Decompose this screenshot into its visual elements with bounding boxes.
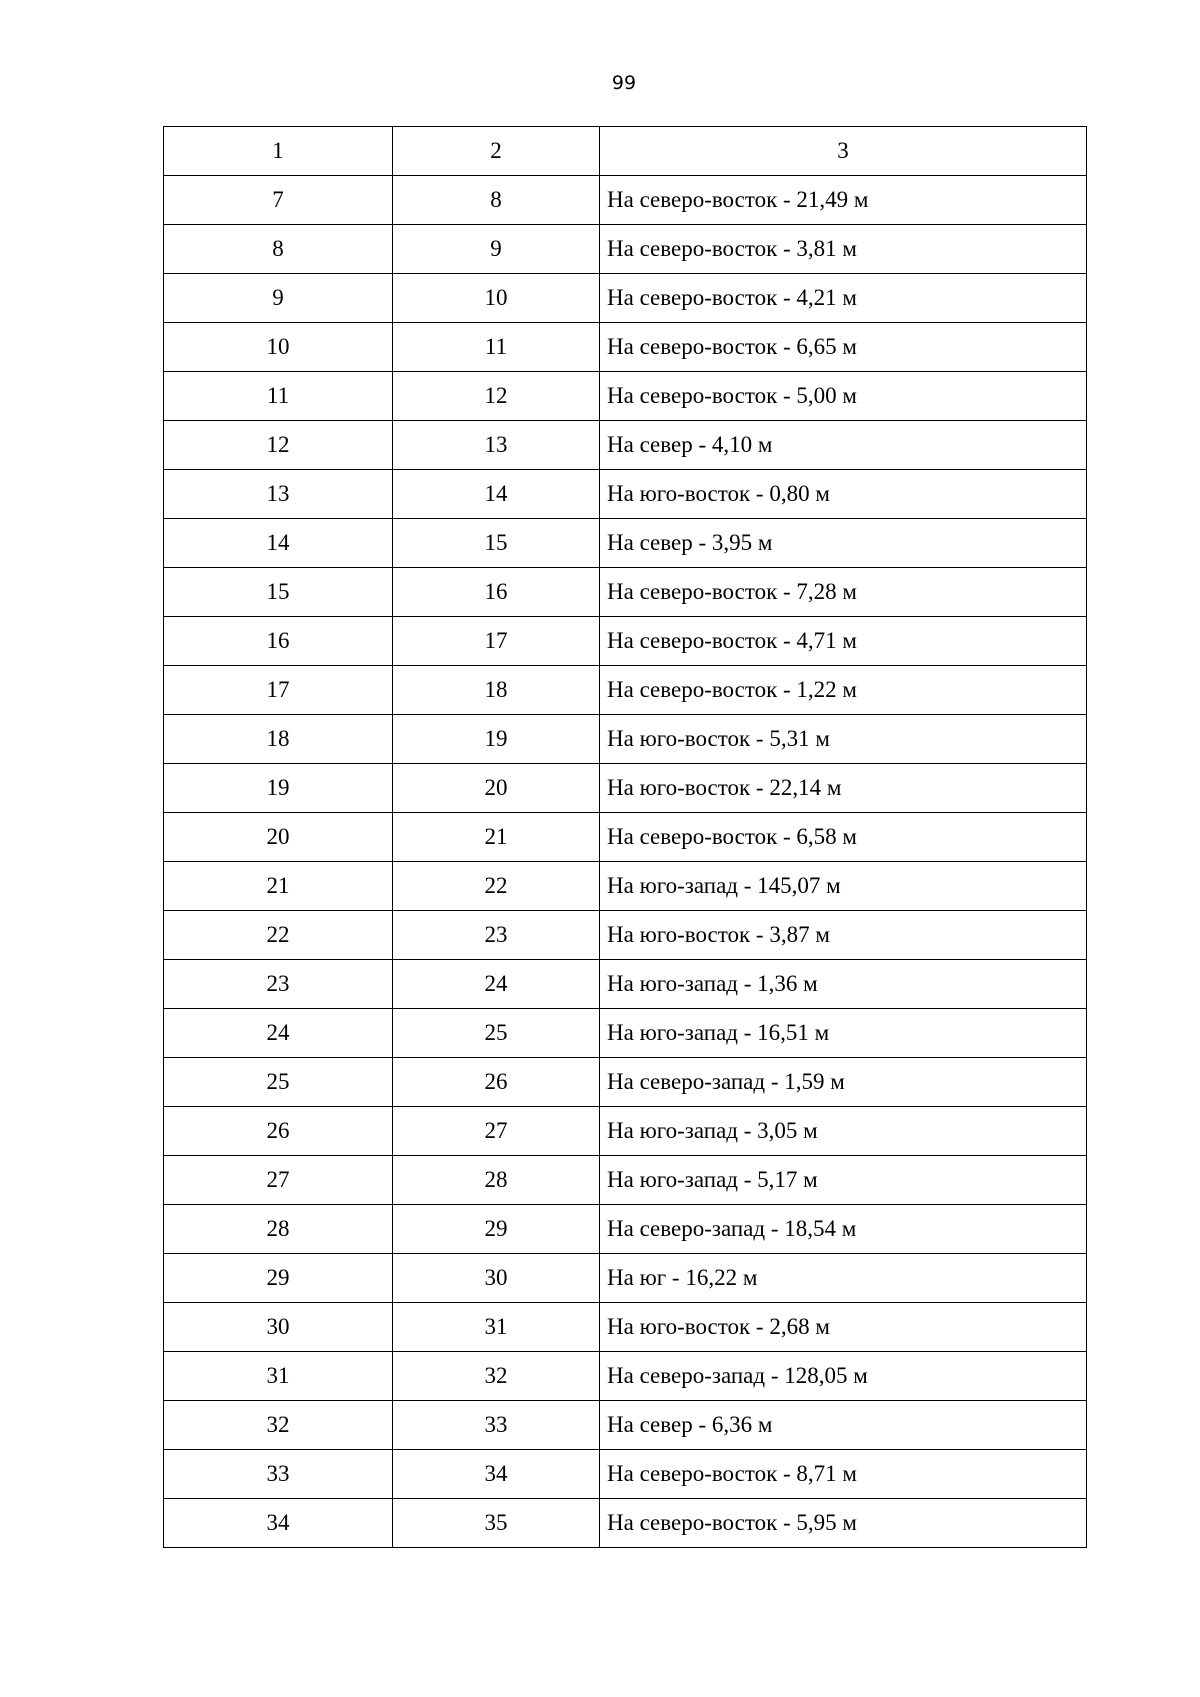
- to-point-cell: 16: [393, 568, 600, 617]
- direction-distance-cell: На северо-запад - 18,54 м: [600, 1205, 1087, 1254]
- table-row: [164, 862, 1087, 911]
- header-cell-1: 1: [164, 127, 393, 176]
- from-point-cell: 16: [164, 617, 393, 666]
- direction-distance-cell: На юг - 16,22 м: [600, 1254, 1087, 1303]
- from-point-cell: 23: [164, 960, 393, 1009]
- from-point-cell: 33: [164, 1450, 393, 1499]
- from-point-cell: 24: [164, 1009, 393, 1058]
- to-point-cell: 26: [393, 1058, 600, 1107]
- direction-distance-cell: На север - 3,95 м: [600, 519, 1087, 568]
- direction-distance-cell: На северо-восток - 4,21 м: [600, 274, 1087, 323]
- to-point-cell: 24: [393, 960, 600, 1009]
- to-point-cell: 33: [393, 1401, 600, 1450]
- direction-distance-cell: На северо-восток - 21,49 м: [600, 176, 1087, 225]
- from-point-cell: 30: [164, 1303, 393, 1352]
- to-point-cell: 25: [393, 1009, 600, 1058]
- table-row: [164, 715, 1087, 764]
- to-point-cell: 13: [393, 421, 600, 470]
- from-point-cell: 25: [164, 1058, 393, 1107]
- table-row: [164, 960, 1087, 1009]
- to-point-cell: 30: [393, 1254, 600, 1303]
- to-point-cell: 28: [393, 1156, 600, 1205]
- table-row: [164, 764, 1087, 813]
- direction-distance-cell: На юго-запад - 16,51 м: [600, 1009, 1087, 1058]
- header-cell-3: 3: [600, 127, 1087, 176]
- to-point-cell: 17: [393, 617, 600, 666]
- table-row: [164, 1254, 1087, 1303]
- table-body: [164, 127, 1087, 1548]
- to-point-cell: 27: [393, 1107, 600, 1156]
- table-row: [164, 274, 1087, 323]
- table-row: [164, 1058, 1087, 1107]
- from-point-cell: 31: [164, 1352, 393, 1401]
- from-point-cell: 34: [164, 1499, 393, 1548]
- direction-distance-cell: На юго-восток - 5,31 м: [600, 715, 1087, 764]
- to-point-cell: 10: [393, 274, 600, 323]
- direction-distance-cell: На северо-восток - 8,71 м: [600, 1450, 1087, 1499]
- to-point-cell: 19: [393, 715, 600, 764]
- direction-distance-cell: На юго-запад - 5,17 м: [600, 1156, 1087, 1205]
- from-point-cell: 28: [164, 1205, 393, 1254]
- from-point-cell: 14: [164, 519, 393, 568]
- to-point-cell: 32: [393, 1352, 600, 1401]
- to-point-cell: 14: [393, 470, 600, 519]
- table-row: [164, 1009, 1087, 1058]
- direction-distance-cell: На юго-восток - 22,14 м: [600, 764, 1087, 813]
- to-point-cell: 12: [393, 372, 600, 421]
- from-point-cell: 7: [164, 176, 393, 225]
- table-row: [164, 519, 1087, 568]
- from-point-cell: 32: [164, 1401, 393, 1450]
- page-number: 99: [611, 72, 637, 94]
- table-row: [164, 421, 1087, 470]
- table-row: [164, 1303, 1087, 1352]
- direction-distance-cell: На северо-восток - 7,28 м: [600, 568, 1087, 617]
- to-point-cell: 29: [393, 1205, 600, 1254]
- to-point-cell: 31: [393, 1303, 600, 1352]
- direction-distance-cell: На северо-запад - 128,05 м: [600, 1352, 1087, 1401]
- direction-distance-cell: На юго-запад - 1,36 м: [600, 960, 1087, 1009]
- table-row: [164, 1107, 1087, 1156]
- table-row: [164, 813, 1087, 862]
- direction-distance-cell: На юго-запад - 3,05 м: [600, 1107, 1087, 1156]
- table-row: [164, 372, 1087, 421]
- table-row: [164, 323, 1087, 372]
- table-row: [164, 1401, 1087, 1450]
- to-point-cell: 20: [393, 764, 600, 813]
- direction-distance-cell: На юго-восток - 2,68 м: [600, 1303, 1087, 1352]
- table-row: [164, 568, 1087, 617]
- direction-distance-cell: На юго-запад - 145,07 м: [600, 862, 1087, 911]
- table-row: [164, 911, 1087, 960]
- direction-distance-cell: На север - 4,10 м: [600, 421, 1087, 470]
- direction-distance-cell: На юго-восток - 3,87 м: [600, 911, 1087, 960]
- direction-distance-cell: На юго-восток - 0,80 м: [600, 470, 1087, 519]
- to-point-cell: 21: [393, 813, 600, 862]
- to-point-cell: 22: [393, 862, 600, 911]
- from-point-cell: 9: [164, 274, 393, 323]
- direction-distance-cell: На север - 6,36 м: [600, 1401, 1087, 1450]
- table-row: [164, 1352, 1087, 1401]
- to-point-cell: 11: [393, 323, 600, 372]
- from-point-cell: 15: [164, 568, 393, 617]
- to-point-cell: 8: [393, 176, 600, 225]
- to-point-cell: 15: [393, 519, 600, 568]
- table-row: [164, 1205, 1087, 1254]
- from-point-cell: 13: [164, 470, 393, 519]
- table-row: [164, 1156, 1087, 1205]
- table-row: [164, 176, 1087, 225]
- from-point-cell: 11: [164, 372, 393, 421]
- to-point-cell: 35: [393, 1499, 600, 1548]
- from-point-cell: 21: [164, 862, 393, 911]
- direction-distance-cell: На северо-восток - 5,95 м: [600, 1499, 1087, 1548]
- to-point-cell: 23: [393, 911, 600, 960]
- from-point-cell: 27: [164, 1156, 393, 1205]
- from-point-cell: 12: [164, 421, 393, 470]
- direction-distance-cell: На северо-восток - 3,81 м: [600, 225, 1087, 274]
- table-row: [164, 225, 1087, 274]
- direction-distance-cell: На северо-восток - 4,71 м: [600, 617, 1087, 666]
- direction-distance-cell: На северо-восток - 6,65 м: [600, 323, 1087, 372]
- from-point-cell: 26: [164, 1107, 393, 1156]
- to-point-cell: 9: [393, 225, 600, 274]
- direction-distance-cell: На северо-восток - 5,00 м: [600, 372, 1087, 421]
- table-row: [164, 1450, 1087, 1499]
- table-row: [164, 666, 1087, 715]
- to-point-cell: 18: [393, 666, 600, 715]
- from-point-cell: 17: [164, 666, 393, 715]
- from-point-cell: 8: [164, 225, 393, 274]
- table-row: [164, 617, 1087, 666]
- boundary-table: [163, 126, 1087, 1548]
- direction-distance-cell: На северо-восток - 1,22 м: [600, 666, 1087, 715]
- direction-distance-cell: На северо-восток - 6,58 м: [600, 813, 1087, 862]
- table-row: [164, 470, 1087, 519]
- from-point-cell: 29: [164, 1254, 393, 1303]
- table-row: [164, 1499, 1087, 1548]
- from-point-cell: 20: [164, 813, 393, 862]
- header-cell-2: 2: [393, 127, 600, 176]
- to-point-cell: 34: [393, 1450, 600, 1499]
- table-header-row: [164, 127, 1087, 176]
- from-point-cell: 18: [164, 715, 393, 764]
- from-point-cell: 22: [164, 911, 393, 960]
- from-point-cell: 10: [164, 323, 393, 372]
- direction-distance-cell: На северо-запад - 1,59 м: [600, 1058, 1087, 1107]
- from-point-cell: 19: [164, 764, 393, 813]
